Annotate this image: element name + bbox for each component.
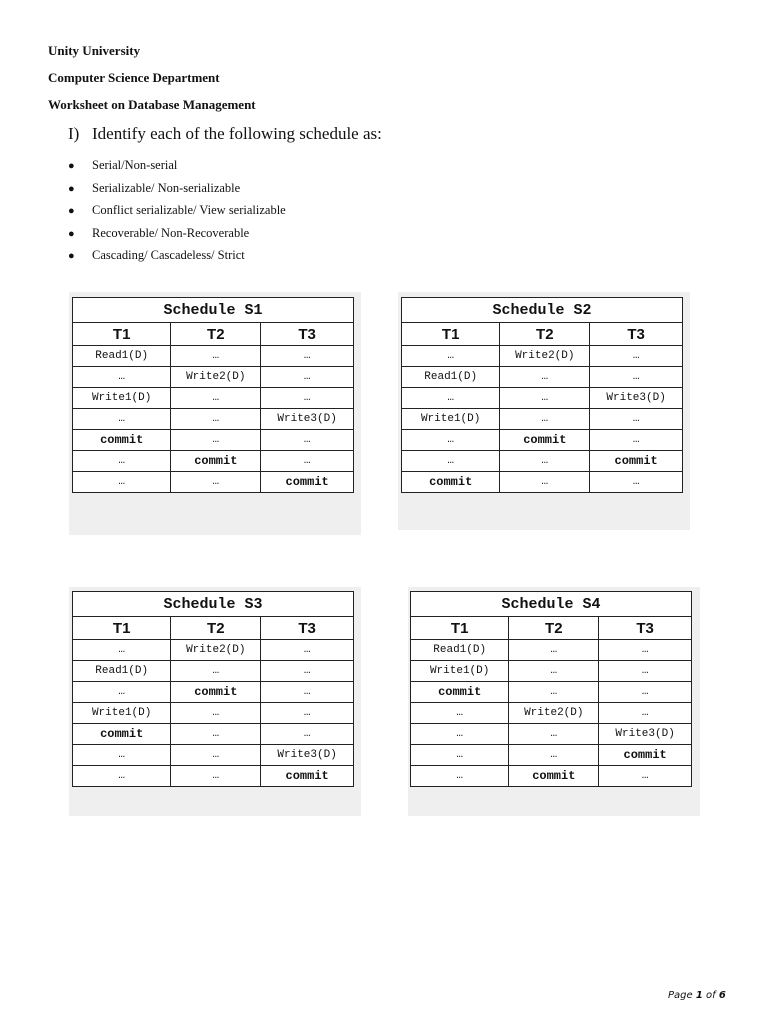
operation-cell: Write3(D) — [261, 409, 354, 430]
operation-cell: … — [171, 661, 261, 682]
schedule-table — [401, 297, 683, 493]
table-row — [73, 661, 354, 682]
transaction-header: T3 — [590, 323, 683, 346]
table-row — [73, 472, 354, 493]
operation-cell: … — [73, 682, 171, 703]
operation-cell: … — [261, 367, 354, 388]
table-row — [73, 745, 354, 766]
table-row — [411, 766, 692, 787]
department-name: Computer Science Department — [48, 70, 220, 85]
table-row — [73, 451, 354, 472]
operation-cell: … — [509, 661, 599, 682]
operation-cell: … — [261, 661, 354, 682]
table-row — [411, 661, 692, 682]
operation-cell: … — [509, 724, 599, 745]
operation-cell: … — [261, 430, 354, 451]
bullet-icon: ● — [68, 227, 75, 240]
table-row — [411, 703, 692, 724]
table-row — [411, 724, 692, 745]
table-row — [402, 409, 683, 430]
table-row — [73, 430, 354, 451]
operation-cell: … — [261, 388, 354, 409]
operation-cell: … — [590, 430, 683, 451]
transaction-header: T2 — [509, 617, 599, 640]
operation-cell: … — [261, 682, 354, 703]
table-row — [73, 409, 354, 430]
operation-cell: commit — [500, 430, 590, 451]
operation-cell: … — [509, 745, 599, 766]
table-row — [402, 451, 683, 472]
schedule-title: Schedule S3 — [73, 592, 354, 617]
transaction-header: T2 — [171, 617, 261, 640]
operation-cell: … — [261, 346, 354, 367]
operation-cell: … — [500, 409, 590, 430]
schedule-table — [72, 297, 354, 493]
operation-cell: commit — [402, 472, 500, 493]
table-row — [402, 430, 683, 451]
operation-cell: Write1(D) — [411, 661, 509, 682]
table-row — [411, 640, 692, 661]
operation-cell: … — [590, 409, 683, 430]
operation-cell: … — [500, 388, 590, 409]
list-item: ● Serial/Non-serial — [68, 156, 286, 179]
table-row — [411, 745, 692, 766]
list-item: ● Conflict serializable/ View serializable — [68, 201, 286, 224]
transaction-header: T1 — [411, 617, 509, 640]
schedule-table — [410, 591, 692, 787]
table-row — [402, 367, 683, 388]
table-row — [73, 724, 354, 745]
operation-cell: … — [171, 703, 261, 724]
operation-cell: … — [73, 745, 171, 766]
operation-cell: … — [261, 451, 354, 472]
operation-cell: … — [599, 766, 692, 787]
operation-cell: Write1(D) — [73, 703, 171, 724]
operation-cell: commit — [599, 745, 692, 766]
schedule-title: Schedule S1 — [73, 298, 354, 323]
table-row — [73, 766, 354, 787]
transaction-header: T2 — [171, 323, 261, 346]
operation-cell: commit — [73, 430, 171, 451]
operation-cell: … — [261, 724, 354, 745]
operation-cell: … — [171, 745, 261, 766]
operation-cell: Write3(D) — [590, 388, 683, 409]
operation-cell: … — [509, 682, 599, 703]
operation-cell: … — [402, 451, 500, 472]
table-row — [73, 367, 354, 388]
operation-cell: … — [500, 451, 590, 472]
schedule-table — [72, 591, 354, 787]
operation-cell: Write2(D) — [171, 640, 261, 661]
operation-cell: Read1(D) — [411, 640, 509, 661]
operation-cell: Write2(D) — [171, 367, 261, 388]
operation-cell: … — [411, 703, 509, 724]
bullet-icon: ● — [68, 205, 75, 217]
operation-cell: … — [73, 409, 171, 430]
operation-cell: … — [261, 703, 354, 724]
table-row — [402, 346, 683, 367]
operation-cell: Write2(D) — [509, 703, 599, 724]
operation-cell: commit — [261, 766, 354, 787]
operation-cell: … — [500, 472, 590, 493]
operation-cell: commit — [171, 682, 261, 703]
operation-cell: … — [171, 724, 261, 745]
transaction-header: T1 — [73, 323, 171, 346]
table-row — [73, 703, 354, 724]
bullet-icon: ● — [68, 182, 75, 195]
operation-cell: … — [73, 766, 171, 787]
table-row — [73, 640, 354, 661]
operation-cell: commit — [261, 472, 354, 493]
question-heading — [68, 124, 382, 144]
bullet-icon: ● — [68, 250, 75, 262]
operation-cell: … — [171, 388, 261, 409]
bullet-icon: ● — [68, 160, 75, 172]
classification-list — [68, 156, 286, 269]
transaction-header: T2 — [500, 323, 590, 346]
question-text: Identify each of the following schedule as: — [92, 124, 382, 143]
schedule-title: Schedule S4 — [411, 592, 692, 617]
operation-cell: … — [171, 346, 261, 367]
operation-cell: … — [73, 472, 171, 493]
operation-cell: … — [73, 367, 171, 388]
operation-cell: commit — [411, 682, 509, 703]
operation-cell: Write3(D) — [261, 745, 354, 766]
table-row — [73, 388, 354, 409]
operation-cell: commit — [171, 451, 261, 472]
operation-cell: … — [599, 661, 692, 682]
operation-cell: … — [411, 766, 509, 787]
operation-cell: … — [599, 682, 692, 703]
operation-cell: … — [402, 346, 500, 367]
schedule-title: Schedule S2 — [402, 298, 683, 323]
operation-cell: … — [171, 409, 261, 430]
list-item: ● Recoverable/ Non-Recoverable — [68, 224, 286, 247]
operation-cell: Read1(D) — [402, 367, 500, 388]
operation-cell: … — [73, 451, 171, 472]
operation-cell: Read1(D) — [73, 661, 171, 682]
operation-cell: … — [411, 724, 509, 745]
operation-cell: … — [261, 640, 354, 661]
operation-cell: … — [402, 430, 500, 451]
operation-cell: … — [500, 367, 590, 388]
operation-cell: … — [590, 367, 683, 388]
page-number: Page 1 of 6 — [668, 990, 726, 1001]
operation-cell: Write1(D) — [402, 409, 500, 430]
transaction-header: T3 — [261, 323, 354, 346]
operation-cell: Write3(D) — [599, 724, 692, 745]
table-row — [411, 682, 692, 703]
operation-cell: Write2(D) — [500, 346, 590, 367]
worksheet-title: Worksheet on Database Management — [48, 97, 256, 112]
operation-cell: … — [171, 472, 261, 493]
question-number: I) — [68, 124, 80, 143]
operation-cell: commit — [73, 724, 171, 745]
table-row — [402, 472, 683, 493]
table-row — [402, 388, 683, 409]
table-row — [73, 682, 354, 703]
university-name: Unity University — [48, 43, 141, 58]
table-row — [73, 346, 354, 367]
operation-cell: … — [590, 346, 683, 367]
transaction-header: T3 — [261, 617, 354, 640]
transaction-header: T1 — [402, 323, 500, 346]
operation-cell: … — [402, 388, 500, 409]
transaction-header: T1 — [73, 617, 171, 640]
operation-cell: … — [509, 640, 599, 661]
operation-cell: … — [599, 640, 692, 661]
list-item: ● Cascading/ Cascadeless/ Strict — [68, 246, 286, 269]
operation-cell: commit — [590, 451, 683, 472]
operation-cell: … — [590, 472, 683, 493]
operation-cell: … — [599, 703, 692, 724]
operation-cell: Write1(D) — [73, 388, 171, 409]
list-item: ● Serializable/ Non-serializable — [68, 179, 286, 202]
operation-cell: commit — [509, 766, 599, 787]
operation-cell: … — [73, 640, 171, 661]
operation-cell: Read1(D) — [73, 346, 171, 367]
operation-cell: … — [411, 745, 509, 766]
transaction-header: T3 — [599, 617, 692, 640]
operation-cell: … — [171, 766, 261, 787]
operation-cell: … — [171, 430, 261, 451]
